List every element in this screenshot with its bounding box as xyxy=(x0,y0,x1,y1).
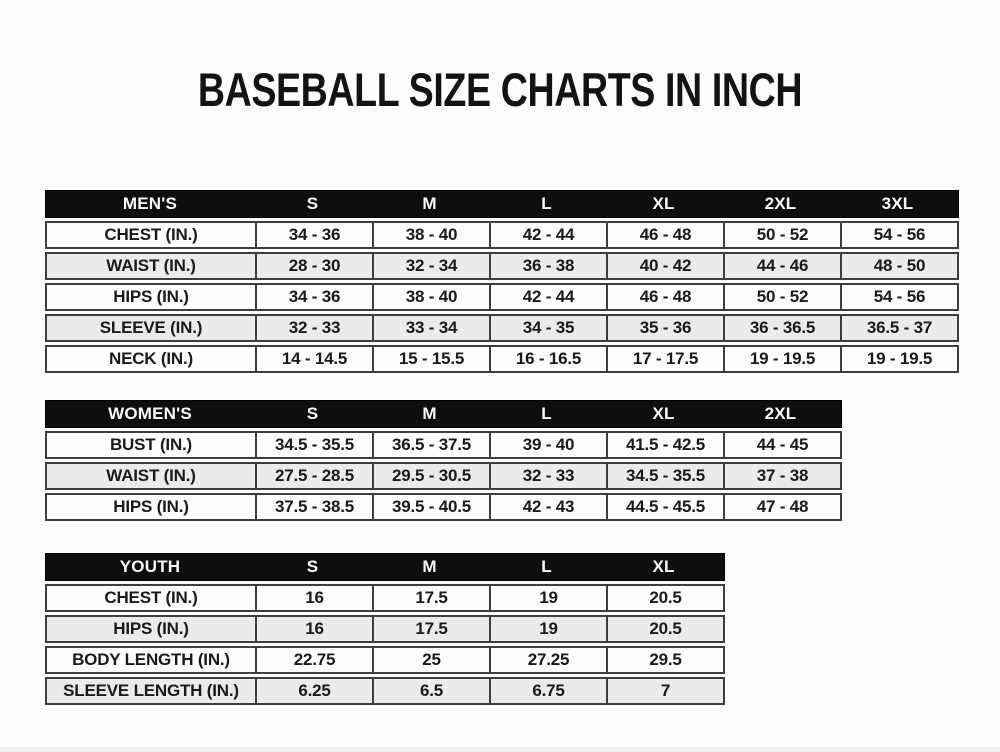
size-value-cell: 38 - 40 xyxy=(372,223,489,247)
page-title: BASEBALL SIZE CHARTS IN INCH xyxy=(197,63,803,116)
size-column-header: XL xyxy=(652,194,675,213)
size-value-cell: 16 xyxy=(255,586,372,610)
size-column-header: 2XL xyxy=(764,404,797,423)
row-label: CHEST (IN.) xyxy=(104,588,198,607)
size-value-cell: 22.75 xyxy=(255,648,372,672)
row-label: WAIST (IN.) xyxy=(106,256,196,275)
size-column-header: M xyxy=(422,557,437,576)
size-value-cell: 35 - 36 xyxy=(606,316,723,340)
size-column-header: M xyxy=(422,404,437,423)
size-value-cell: 32 - 34 xyxy=(372,254,489,278)
size-value-cell: 15 - 15.5 xyxy=(372,347,489,371)
size-value-cell: 29.5 - 30.5 xyxy=(372,464,489,488)
size-value-cell: 44 - 46 xyxy=(723,254,840,278)
size-value-cell: 48 - 50 xyxy=(840,254,957,278)
size-value-cell: 54 - 56 xyxy=(840,223,957,247)
size-value-cell: 16 - 16.5 xyxy=(489,347,606,371)
table-row xyxy=(45,252,959,280)
size-column-header: S xyxy=(306,194,319,213)
size-value-cell: 19 xyxy=(489,617,606,641)
size-value-cell: 34 - 36 xyxy=(255,223,372,247)
size-value-cell: 16 xyxy=(255,617,372,641)
size-column-header: S xyxy=(306,404,319,423)
size-value-cell: 20.5 xyxy=(606,617,723,641)
size-value-cell: 36.5 - 37.5 xyxy=(372,433,489,457)
size-value-cell: 34.5 - 35.5 xyxy=(255,433,372,457)
size-value-cell: 36.5 - 37 xyxy=(840,316,957,340)
size-value-cell: 19 - 19.5 xyxy=(723,347,840,371)
size-column-header: XL xyxy=(652,404,675,423)
size-value-cell: 54 - 56 xyxy=(840,285,957,309)
size-value-cell: 42 - 44 xyxy=(489,285,606,309)
size-value-cell: 36 - 36.5 xyxy=(723,316,840,340)
size-value-cell: 29.5 xyxy=(606,648,723,672)
size-value-cell: 33 - 34 xyxy=(372,316,489,340)
size-value-cell: 36 - 38 xyxy=(489,254,606,278)
row-label: CHEST (IN.) xyxy=(104,225,198,244)
table-row xyxy=(45,345,959,373)
mens-size-table xyxy=(45,190,959,373)
row-label: BUST (IN.) xyxy=(109,435,193,454)
size-column-header: L xyxy=(541,194,552,213)
table-row xyxy=(45,584,725,612)
photo-bottom-edge-artifact xyxy=(0,747,1000,752)
row-label: BODY LENGTH (IN.) xyxy=(72,650,230,669)
size-value-cell: 19 - 19.5 xyxy=(840,347,957,371)
table-row xyxy=(45,283,959,311)
table-row xyxy=(45,677,725,705)
row-label: SLEEVE (IN.) xyxy=(99,318,203,337)
row-label: WAIST (IN.) xyxy=(106,466,196,485)
row-label: HIPS (IN.) xyxy=(113,619,189,638)
size-value-cell: 40 - 42 xyxy=(606,254,723,278)
size-value-cell: 42 - 43 xyxy=(489,495,606,519)
size-column-header: 2XL xyxy=(764,194,797,213)
size-column-header: L xyxy=(541,404,552,423)
size-value-cell: 27.25 xyxy=(489,648,606,672)
size-value-cell: 44.5 - 45.5 xyxy=(606,495,723,519)
size-value-cell: 34.5 - 35.5 xyxy=(606,464,723,488)
size-value-cell: 39.5 - 40.5 xyxy=(372,495,489,519)
table-row xyxy=(45,646,725,674)
mens-header-row xyxy=(45,190,959,218)
size-value-cell: 7 xyxy=(606,679,723,703)
table-row xyxy=(45,431,842,459)
size-value-cell: 25 xyxy=(372,648,489,672)
row-label: HIPS (IN.) xyxy=(113,287,189,306)
row-label: HIPS (IN.) xyxy=(113,497,189,516)
size-value-cell: 37.5 - 38.5 xyxy=(255,495,372,519)
size-value-cell: 44 - 45 xyxy=(723,433,840,457)
size-value-cell: 41.5 - 42.5 xyxy=(606,433,723,457)
youth-table-title: YOUTH xyxy=(119,557,181,576)
size-value-cell: 34 - 36 xyxy=(255,285,372,309)
row-label: NECK (IN.) xyxy=(109,349,193,368)
size-value-cell: 46 - 48 xyxy=(606,285,723,309)
table-row xyxy=(45,462,842,490)
size-value-cell: 42 - 44 xyxy=(489,223,606,247)
size-value-cell: 38 - 40 xyxy=(372,285,489,309)
youth-size-table xyxy=(45,553,725,705)
size-value-cell: 32 - 33 xyxy=(489,464,606,488)
table-row xyxy=(45,221,959,249)
size-value-cell: 6.25 xyxy=(255,679,372,703)
size-value-cell: 20.5 xyxy=(606,586,723,610)
size-value-cell: 19 xyxy=(489,586,606,610)
size-value-cell: 50 - 52 xyxy=(723,223,840,247)
womens-size-table xyxy=(45,400,842,521)
table-row xyxy=(45,615,725,643)
size-value-cell: 39 - 40 xyxy=(489,433,606,457)
size-value-cell: 17 - 17.5 xyxy=(606,347,723,371)
size-value-cell: 34 - 35 xyxy=(489,316,606,340)
size-value-cell: 28 - 30 xyxy=(255,254,372,278)
size-value-cell: 46 - 48 xyxy=(606,223,723,247)
size-value-cell: 27.5 - 28.5 xyxy=(255,464,372,488)
youth-header-row xyxy=(45,553,725,581)
size-column-header: 3XL xyxy=(881,194,914,213)
size-column-header: M xyxy=(422,194,437,213)
womens-table-title: WOMEN'S xyxy=(108,404,192,423)
size-column-header: XL xyxy=(652,557,675,576)
size-value-cell: 32 - 33 xyxy=(255,316,372,340)
size-value-cell: 6.5 xyxy=(372,679,489,703)
mens-table-title: MEN'S xyxy=(122,194,178,213)
row-label: SLEEVE LENGTH (IN.) xyxy=(63,681,239,700)
table-row xyxy=(45,493,842,521)
size-value-cell: 17.5 xyxy=(372,586,489,610)
size-value-cell: 50 - 52 xyxy=(723,285,840,309)
womens-header-row xyxy=(45,400,842,428)
size-column-header: L xyxy=(541,557,552,576)
size-value-cell: 17.5 xyxy=(372,617,489,641)
table-row xyxy=(45,314,959,342)
size-column-header: S xyxy=(306,557,319,576)
size-value-cell: 37 - 38 xyxy=(723,464,840,488)
size-value-cell: 47 - 48 xyxy=(723,495,840,519)
size-value-cell: 6.75 xyxy=(489,679,606,703)
size-value-cell: 14 - 14.5 xyxy=(255,347,372,371)
